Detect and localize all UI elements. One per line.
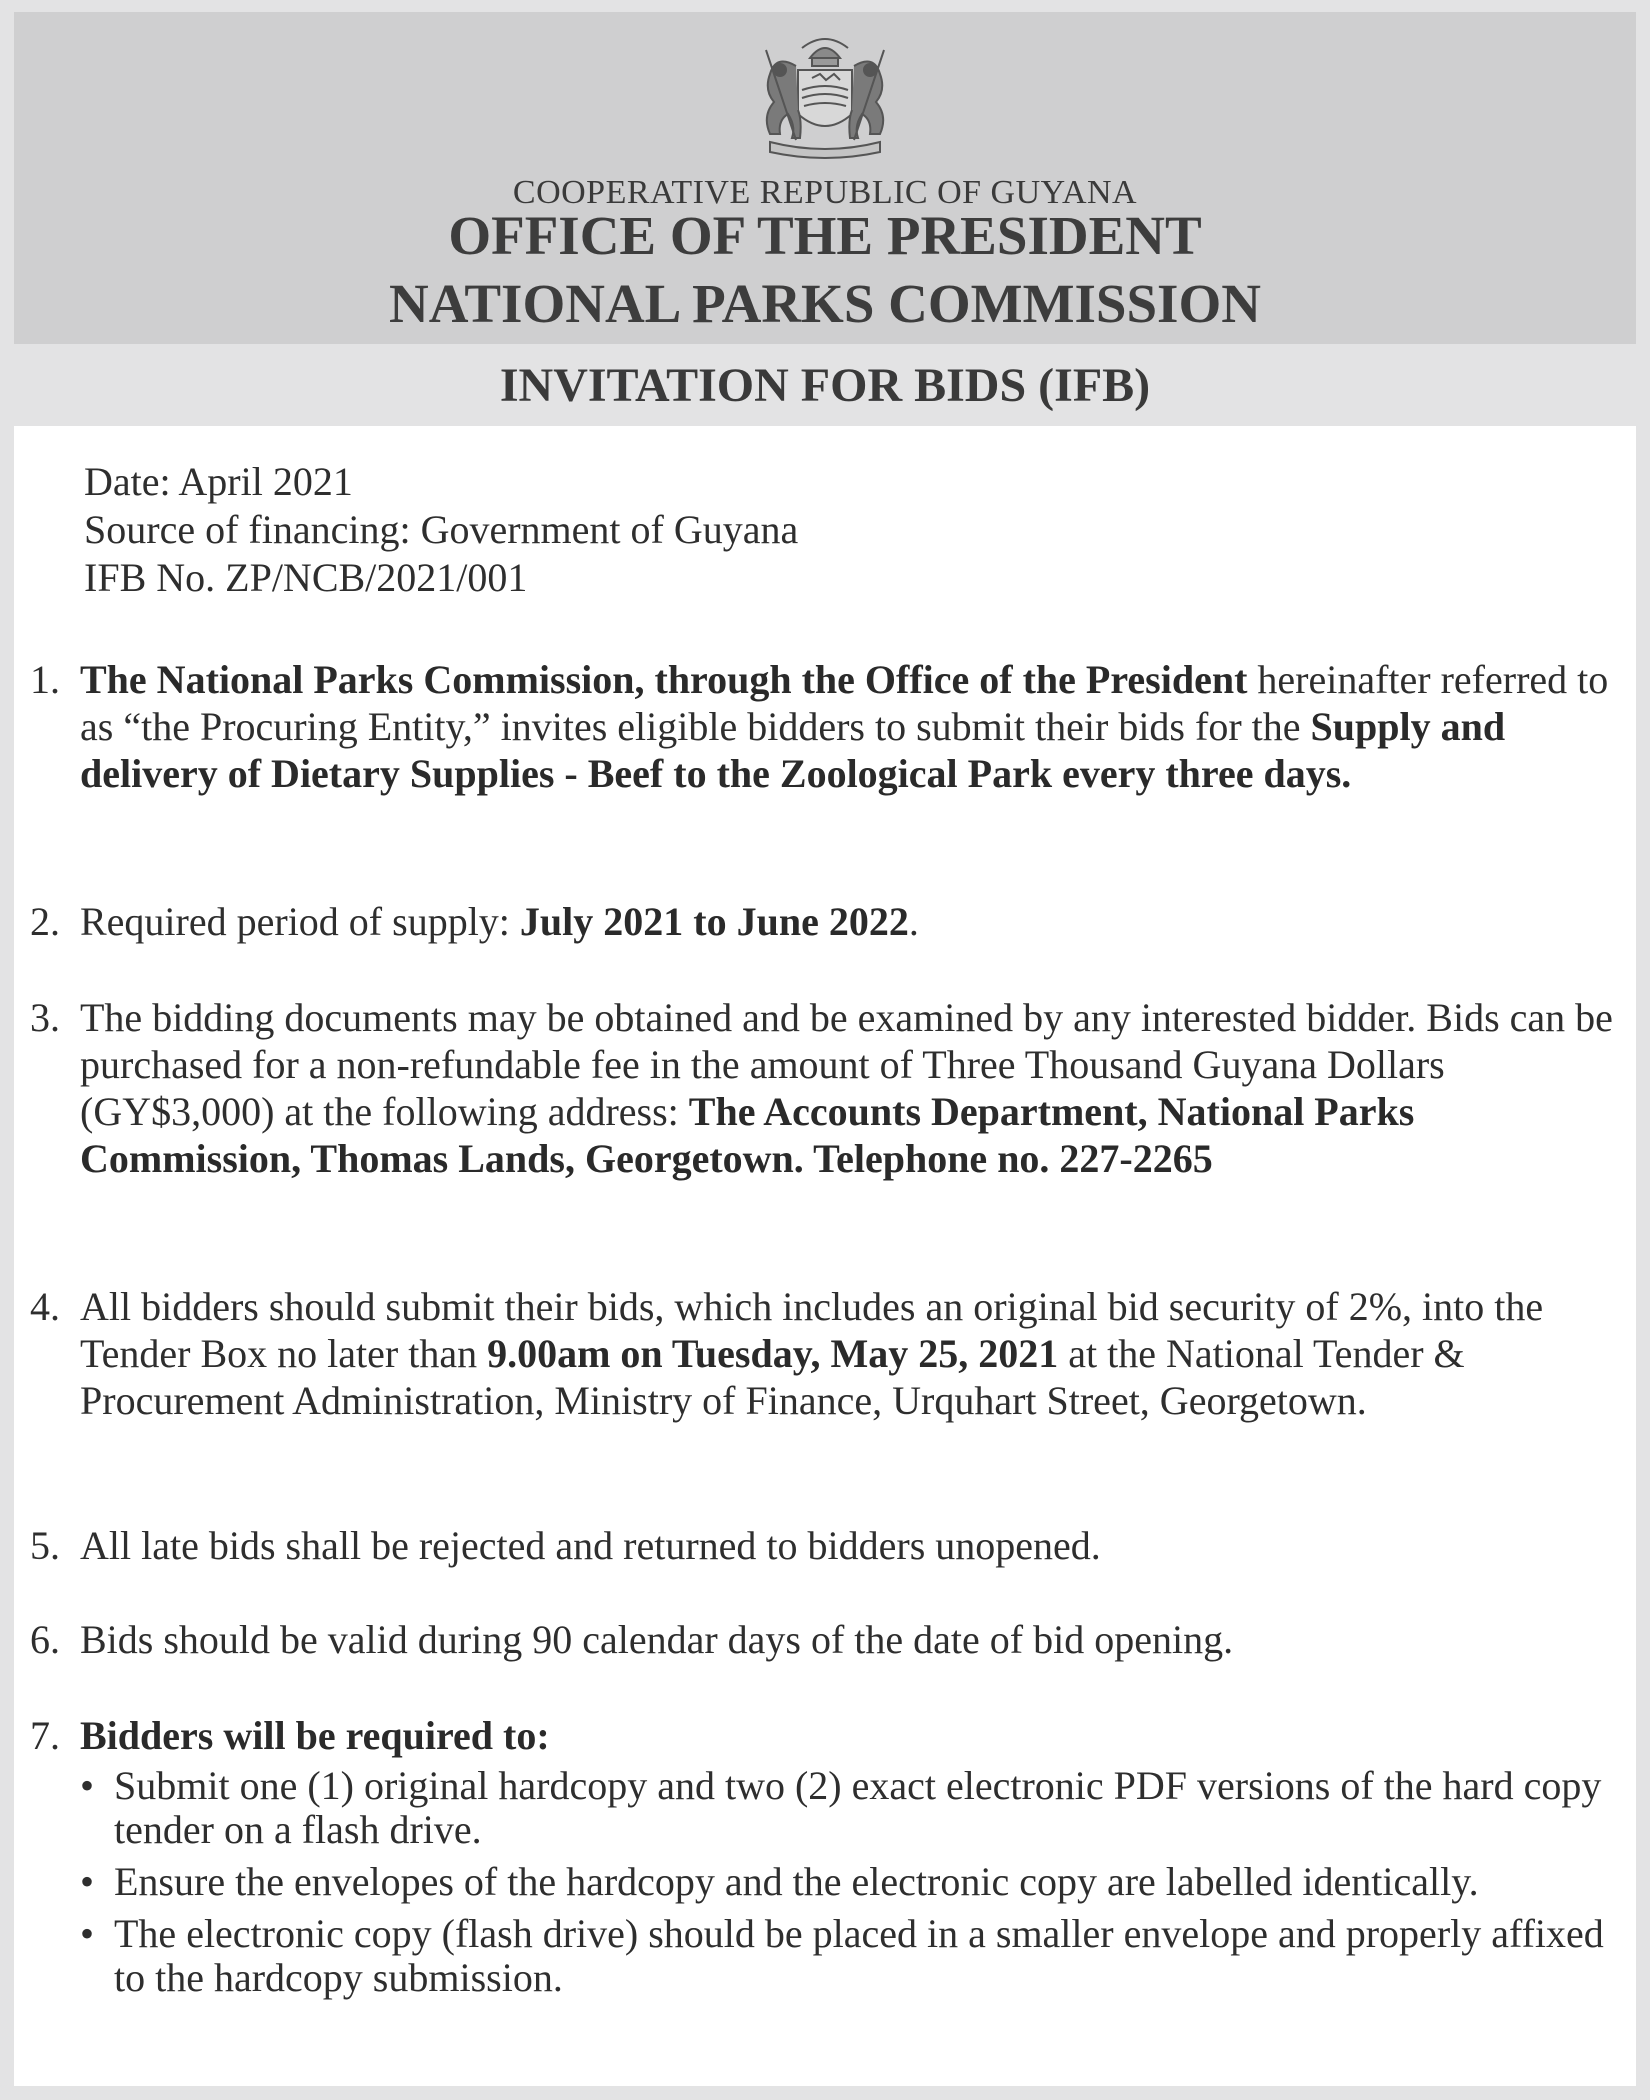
supply-period: July 2021 to June 2022	[519, 899, 909, 944]
list-item	[80, 1764, 1630, 1852]
paragraph-number: 7.	[30, 1713, 60, 1758]
list-item-text: The electronic copy (flash drive) should be placed in a smaller envelope and properly affixed to the hardcopy submission.	[114, 1911, 1604, 2000]
requirements-heading: Bidders will be required to:	[80, 1713, 550, 1758]
bullet-icon: •	[80, 1763, 95, 1808]
page-title: INVITATION FOR BIDS (IFB)	[499, 359, 1151, 412]
list-item	[80, 1860, 1630, 1904]
submission-deadline: 9.00am on Tuesday, May 25, 2021	[487, 1331, 1059, 1376]
ifb-number: IFB No. ZP/NCB/2021/001	[84, 555, 528, 600]
bullet-icon: •	[80, 1859, 95, 1904]
paragraph-text: hereinafter referred to as “the Procuring Entity,” invites eligible bidders to submit their bids for the	[80, 657, 1609, 749]
list-item	[80, 1912, 1630, 2000]
bullet-icon: •	[80, 1911, 95, 1956]
paragraph-text: Required period of supply:	[80, 899, 520, 944]
procurement-subject: Supply and delivery of Dietary Supplies - Beef to the Zoological Park every three days.	[80, 704, 1506, 796]
paragraph-6	[30, 1616, 1630, 1663]
paragraph-text: All bidders should submit their bids, which includes an original bid security of 2%, into the Tender Box no later than	[80, 1284, 1544, 1376]
notice-meta	[84, 458, 798, 602]
list-item-text: Ensure the envelopes of the hardcopy and the electronic copy are labelled identically.	[114, 1859, 1479, 1904]
procuring-entity: The National Parks Commission, through the Office of the President	[80, 657, 1248, 702]
financing-source: Source of financing: Government of Guyana	[84, 507, 799, 552]
paragraph-text: The bidding documents may be obtained and be examined by any interested bidder. Bids can be purchased for a non-refundable fee in the amount of Three Thousand Guyana Dollars (GY$3,000) at the following address:	[80, 995, 1613, 1134]
paragraph-2	[30, 898, 1630, 945]
paragraph-number: 6.	[30, 1617, 60, 1662]
paragraph-text: Bids should be valid during 90 calendar days of the date of bid opening.	[80, 1617, 1234, 1662]
commission-heading: NATIONAL PARKS COMMISSION	[389, 273, 1261, 334]
country-heading: COOPERATIVE REPUBLIC OF GUYANA	[512, 174, 1138, 211]
paragraph-number: 5.	[30, 1523, 60, 1568]
paragraph-3	[30, 994, 1630, 1182]
office-heading: OFFICE OF THE PRESIDENT	[448, 205, 1202, 266]
purchase-address: The Accounts Department, National Parks Commission, Thomas Lands, Georgetown. Telephone no. 227-2265	[80, 1089, 1415, 1181]
paragraph-text: All late bids shall be rejected and returned to bidders unopened.	[80, 1523, 1101, 1568]
paragraph-number: 3.	[30, 995, 60, 1040]
paragraph-4	[30, 1283, 1630, 1424]
paragraph-7	[30, 1712, 1630, 1759]
requirements-list	[80, 1764, 1630, 2008]
paragraph-1	[30, 656, 1630, 797]
notice-date: Date: April 2021	[84, 459, 353, 504]
paragraph-number: 1.	[30, 657, 60, 702]
paragraph-number: 4.	[30, 1284, 60, 1329]
paragraph-5	[30, 1522, 1630, 1569]
coat-of-arms-icon	[740, 30, 910, 166]
paragraph-number: 2.	[30, 899, 60, 944]
paragraph-text: at the National Tender & Procurement Administration, Ministry of Finance, Urquhart Street, Georgetown.	[80, 1331, 1465, 1423]
list-item-text: Submit one (1) original hardcopy and two (2) exact electronic PDF versions of the hard copy tender on a flash drive.	[114, 1763, 1602, 1852]
paragraph-text: .	[908, 899, 919, 944]
